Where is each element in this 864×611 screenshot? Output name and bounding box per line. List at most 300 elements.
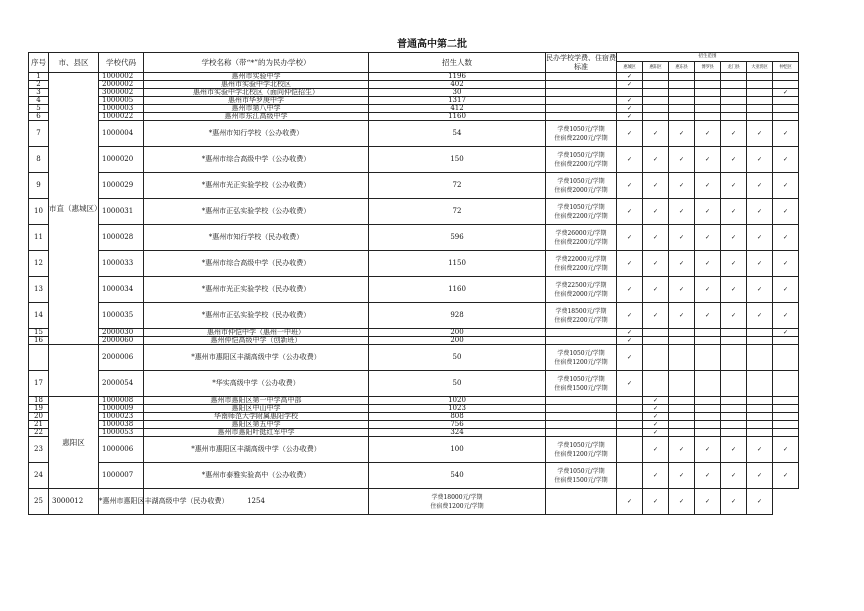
row-check-2 <box>669 437 695 463</box>
row-check-1 <box>643 345 669 371</box>
row-check-2 <box>669 73 695 81</box>
row-check-0 <box>617 421 643 429</box>
row-check-0 <box>617 113 643 121</box>
row-quota: 1317 <box>369 97 546 105</box>
row-check-1 <box>617 489 643 515</box>
row-code: 1000028 <box>99 225 144 251</box>
row-check-6 <box>773 437 799 463</box>
row-school-name: 惠阳区中山中学 <box>144 405 369 413</box>
row-check-4 <box>721 429 747 437</box>
row-seq: 13 <box>29 277 49 303</box>
check-mark-icon: ✓ <box>756 234 763 241</box>
check-mark-icon: ✓ <box>652 312 659 319</box>
row-check-0 <box>617 81 643 89</box>
check-mark-icon: ✓ <box>783 208 789 215</box>
row-school-name: *惠州市光正实验学校（民办收费） <box>144 277 369 303</box>
check-mark-icon: ✓ <box>626 329 633 336</box>
row-check-6 <box>773 371 799 397</box>
row-quota: 54 <box>369 121 546 147</box>
row-school-name: 惠州市实验中学北校区（面向仲恺招生） <box>144 89 369 97</box>
row-school-name: *惠州市知行学校（公办收费） <box>144 121 369 147</box>
check-mark-icon: ✓ <box>626 105 633 112</box>
row-check-3 <box>695 371 721 397</box>
row-check-1 <box>643 371 669 397</box>
row-quota: 30 <box>369 89 546 97</box>
row-seq: 16 <box>29 337 49 345</box>
row-code: 2000030 <box>99 329 144 337</box>
row-check-5 <box>747 329 773 337</box>
row-school-name: 惠州市实验中学 <box>144 73 369 81</box>
row-fee <box>546 173 617 199</box>
row-fee <box>546 463 617 489</box>
check-mark-icon: ✓ <box>626 81 633 88</box>
header-district: 博罗县 <box>695 62 721 73</box>
row-fee <box>546 437 617 463</box>
row-school-name: *惠州市正弘实验学校（公办收费） <box>144 199 369 225</box>
row-fee <box>546 81 617 89</box>
row-quota: 72 <box>369 173 546 199</box>
row-check-5 <box>747 429 773 437</box>
check-mark-icon: ✓ <box>704 130 711 137</box>
row-check-4 <box>721 225 747 251</box>
row-check-6 <box>773 121 799 147</box>
check-mark-icon: ✓ <box>652 472 659 479</box>
fee-line: 住宿费1200元/学期 <box>430 502 484 510</box>
row-seq: 15 <box>29 329 49 337</box>
row-check-2 <box>669 337 695 345</box>
check-mark-icon: ✓ <box>783 286 789 293</box>
row-check-5 <box>747 277 773 303</box>
row-check-0 <box>617 397 643 405</box>
fee-line: 住宿费2200元/学期 <box>554 238 608 246</box>
row-check-3 <box>695 277 721 303</box>
row-check-5 <box>747 147 773 173</box>
check-mark-icon: ✓ <box>652 260 659 267</box>
row-check-0 <box>617 89 643 97</box>
check-mark-icon: ✓ <box>756 130 763 137</box>
check-mark-icon: ✓ <box>704 182 711 189</box>
row-check-3 <box>695 303 721 329</box>
row-check-4 <box>721 397 747 405</box>
row-check-1 <box>643 337 669 345</box>
check-mark-icon: ✓ <box>652 130 659 137</box>
check-mark-icon: ✓ <box>704 472 711 479</box>
row-check-4 <box>721 405 747 413</box>
check-mark-icon: ✓ <box>730 446 737 453</box>
check-mark-icon: ✓ <box>626 312 633 319</box>
fee-line: 学费1050元/学期 <box>557 375 605 383</box>
row-check-2 <box>669 277 695 303</box>
row-quota: 1160 <box>369 277 546 303</box>
row-quota: 402 <box>369 81 546 89</box>
fee-line: 学费18500元/学期 <box>555 307 607 315</box>
check-mark-icon: ✓ <box>678 446 685 453</box>
row-seq: 10 <box>29 199 49 225</box>
check-mark-icon: ✓ <box>652 397 659 404</box>
row-fee <box>546 251 617 277</box>
row-school-name: *惠州市综合高级中学（公办收费） <box>144 147 369 173</box>
row-check-0 <box>617 121 643 147</box>
row-fee <box>546 413 617 421</box>
check-mark-icon: ✓ <box>783 182 789 189</box>
row-check-4 <box>721 345 747 371</box>
row-seq: 23 <box>29 437 49 463</box>
fee-line: 住宿费2200元/学期 <box>554 134 608 142</box>
fee-line: 学费1050元/学期 <box>557 177 605 185</box>
row-check-1 <box>643 463 669 489</box>
row-check-2 <box>669 345 695 371</box>
row-check-1 <box>643 277 669 303</box>
row-quota: 756 <box>369 421 546 429</box>
table-row <box>29 405 799 413</box>
row-fee <box>546 89 617 97</box>
check-mark-icon: ✓ <box>626 354 633 361</box>
row-code: 1000003 <box>99 105 144 113</box>
row-code: 1000034 <box>99 277 144 303</box>
row-check-0 <box>617 429 643 437</box>
row-check-4 <box>721 81 747 89</box>
row-fee <box>546 421 617 429</box>
row-check-1 <box>643 97 669 105</box>
table-row <box>29 97 799 105</box>
row-seq: 3 <box>29 89 49 97</box>
row-check-1 <box>643 113 669 121</box>
check-mark-icon: ✓ <box>626 97 633 104</box>
row-code: 3000012 <box>49 489 99 515</box>
table-row <box>29 303 799 329</box>
region-huiyang: 惠阳区 <box>49 397 99 489</box>
table-row <box>29 413 799 421</box>
check-mark-icon: ✓ <box>704 446 711 453</box>
table-row <box>29 329 799 337</box>
row-check-5 <box>747 113 773 121</box>
row-check-4 <box>721 251 747 277</box>
row-check-4 <box>721 199 747 225</box>
check-mark-icon: ✓ <box>652 286 659 293</box>
row-school-name: *惠州市惠阳区丰湖高级中学（公办收费） <box>144 437 369 463</box>
row-check-0 <box>617 345 643 371</box>
fee-line: 住宿费2200元/学期 <box>554 264 608 272</box>
row-quota: 100 <box>369 437 546 463</box>
header-district: 惠城区 <box>617 62 643 73</box>
fee-line: 学费22000元/学期 <box>555 255 607 263</box>
check-mark-icon: ✓ <box>678 208 685 215</box>
row-quota: 200 <box>369 337 546 345</box>
row-seq: 7 <box>29 121 49 147</box>
row-check-6 <box>773 345 799 371</box>
row-code: 1000009 <box>99 405 144 413</box>
check-mark-icon: ✓ <box>626 286 633 293</box>
row-fee <box>369 489 546 515</box>
row-fee <box>546 329 617 337</box>
row-check-6 <box>747 489 773 515</box>
row-check-0 <box>617 225 643 251</box>
row-check-5 <box>747 81 773 89</box>
row-check-3 <box>695 113 721 121</box>
row-check-3 <box>695 97 721 105</box>
row-school-name: 惠州市东江高级中学 <box>144 113 369 121</box>
row-check-6 <box>773 329 799 337</box>
header-district: 大亚湾区 <box>747 62 773 73</box>
row-code: 1000002 <box>99 73 144 81</box>
region-shizhi: 市直（惠城区） <box>49 73 99 345</box>
row-check-6 <box>773 105 799 113</box>
check-mark-icon: ✓ <box>626 130 633 137</box>
row-check-4 <box>721 413 747 421</box>
row-check-3 <box>695 121 721 147</box>
fee-line: 住宿费2200元/学期 <box>554 160 608 168</box>
row-fee <box>546 345 617 371</box>
row-fee <box>546 225 617 251</box>
row-code: 3000002 <box>99 89 144 97</box>
row-check-2 <box>669 113 695 121</box>
row-quota: 1254 <box>144 489 369 515</box>
row-check-4 <box>721 329 747 337</box>
row-code: 1000022 <box>99 113 144 121</box>
table-row <box>29 225 799 251</box>
header-row <box>29 53 799 62</box>
header-district: 惠阳区 <box>643 62 669 73</box>
row-check-6 <box>773 397 799 405</box>
row-check-1 <box>643 251 669 277</box>
row-check-4 <box>721 89 747 97</box>
row-check-3 <box>695 89 721 97</box>
row-quota: 540 <box>369 463 546 489</box>
row-check-3 <box>695 397 721 405</box>
row-code: 1000029 <box>99 173 144 199</box>
row-quota: 808 <box>369 413 546 421</box>
row-quota: 1020 <box>369 397 546 405</box>
table-row <box>29 105 799 113</box>
row-check-0 <box>617 405 643 413</box>
check-mark-icon: ✓ <box>704 286 711 293</box>
row-quota: 1150 <box>369 251 546 277</box>
row-check-2 <box>669 463 695 489</box>
row-check-6 <box>773 251 799 277</box>
fee-line: 学费1050元/学期 <box>557 203 605 211</box>
row-seq: 20 <box>29 413 49 421</box>
row-check-2 <box>669 147 695 173</box>
check-mark-icon: ✓ <box>678 498 685 505</box>
row-check-3 <box>695 251 721 277</box>
row-check-5 <box>747 73 773 81</box>
check-mark-icon: ✓ <box>730 156 737 163</box>
page-title: 普通高中第二批 <box>397 39 467 50</box>
row-check-6 <box>773 173 799 199</box>
check-mark-icon: ✓ <box>652 421 659 428</box>
check-mark-icon: ✓ <box>704 260 711 267</box>
row-check-5 <box>747 405 773 413</box>
table-row <box>29 277 799 303</box>
row-seq: 6 <box>29 113 49 121</box>
row-check-5 <box>747 413 773 421</box>
row-check-0 <box>617 413 643 421</box>
fee-line: 住宿费2200元/学期 <box>554 316 608 324</box>
table-row <box>29 89 799 97</box>
table-row <box>29 147 799 173</box>
row-check-1 <box>643 81 669 89</box>
table-row <box>29 337 799 345</box>
check-mark-icon: ✓ <box>626 156 633 163</box>
check-mark-icon: ✓ <box>783 260 789 267</box>
check-mark-icon: ✓ <box>626 208 633 215</box>
check-mark-icon: ✓ <box>783 130 789 137</box>
row-school-name: 华南师范大学附属惠阳学校 <box>144 413 369 421</box>
fee-line: 学费22500元/学期 <box>555 281 607 289</box>
row-check-2 <box>669 429 695 437</box>
check-mark-icon: ✓ <box>678 260 685 267</box>
row-code: 2000006 <box>99 345 144 371</box>
row-check-4 <box>721 97 747 105</box>
row-seq: 9 <box>29 173 49 199</box>
row-check-1 <box>643 303 669 329</box>
row-check-4 <box>721 121 747 147</box>
admission-table <box>28 52 799 515</box>
check-mark-icon: ✓ <box>756 260 763 267</box>
row-check-1 <box>643 329 669 337</box>
row-check-4 <box>721 421 747 429</box>
row-check-1 <box>643 73 669 81</box>
row-check-1 <box>643 199 669 225</box>
row-check-5 <box>747 463 773 489</box>
row-fee <box>546 277 617 303</box>
row-check-2 <box>669 251 695 277</box>
row-check-2 <box>669 97 695 105</box>
row-check-3 <box>695 421 721 429</box>
fee-line: 住宿费1500元/学期 <box>554 384 608 392</box>
row-check-0 <box>617 371 643 397</box>
row-check-5 <box>747 303 773 329</box>
row-code: 1000007 <box>99 463 144 489</box>
check-mark-icon: ✓ <box>783 472 789 479</box>
row-check-4 <box>721 73 747 81</box>
row-code: 1000005 <box>99 97 144 105</box>
row-check-6 <box>773 97 799 105</box>
row-fee <box>546 121 617 147</box>
row-check-0 <box>617 199 643 225</box>
fee-line: 住宿费1200元/学期 <box>554 450 608 458</box>
check-mark-icon: ✓ <box>652 234 659 241</box>
row-check-5 <box>747 89 773 97</box>
row-school-name: 惠州市华罗庚中学 <box>144 97 369 105</box>
check-mark-icon: ✓ <box>678 182 685 189</box>
check-mark-icon: ✓ <box>678 312 685 319</box>
row-check-5 <box>721 489 747 515</box>
row-check-3 <box>695 199 721 225</box>
row-school-name: 惠州市实验中学北校区 <box>144 81 369 89</box>
header-fee: 民办学校学费、住宿费标准 <box>546 53 616 71</box>
row-check-6 <box>773 429 799 437</box>
check-mark-icon: ✓ <box>783 312 789 319</box>
fee-line: 学费1050元/学期 <box>557 467 605 475</box>
check-mark-icon: ✓ <box>730 312 737 319</box>
row-fee <box>546 371 617 397</box>
fee-line: 学费18000元/学期 <box>431 493 483 501</box>
fee-line: 住宿费1200元/学期 <box>554 358 608 366</box>
fee-line: 学费1050元/学期 <box>557 151 605 159</box>
fee-line: 学费1050元/学期 <box>557 125 605 133</box>
check-mark-icon: ✓ <box>704 312 711 319</box>
check-mark-icon: ✓ <box>652 429 659 436</box>
row-check-2 <box>669 413 695 421</box>
row-code: 1000023 <box>99 413 144 421</box>
row-code: 2000060 <box>99 337 144 345</box>
row-check-6 <box>773 413 799 421</box>
row-check-3 <box>695 405 721 413</box>
row-check-6 <box>773 199 799 225</box>
row-school-name: 惠州市惠阳叶挺红军中学 <box>144 429 369 437</box>
row-quota: 1023 <box>369 405 546 413</box>
check-mark-icon: ✓ <box>756 182 763 189</box>
check-mark-icon: ✓ <box>730 130 737 137</box>
fee-line: 学费26000元/学期 <box>555 229 607 237</box>
fee-line: 学费1050元/学期 <box>557 441 605 449</box>
check-mark-icon: ✓ <box>704 208 711 215</box>
row-check-1 <box>643 89 669 97</box>
row-check-0 <box>617 251 643 277</box>
row-check-2 <box>669 329 695 337</box>
row-check-4 <box>695 489 721 515</box>
row-check-6 <box>773 405 799 413</box>
check-mark-icon: ✓ <box>730 498 737 505</box>
row-school-name: 惠州市第八中学 <box>144 105 369 113</box>
row-seq: 17 <box>29 371 49 397</box>
row-check-0 <box>617 173 643 199</box>
row-check-4 <box>721 105 747 113</box>
row-check-4 <box>721 437 747 463</box>
row-check-4 <box>721 113 747 121</box>
row-quota: 1196 <box>369 73 546 81</box>
row-check-0 <box>617 463 643 489</box>
row-check-2 <box>669 105 695 113</box>
row-check-5 <box>747 337 773 345</box>
row-check-4 <box>721 277 747 303</box>
row-fee <box>546 337 617 345</box>
row-school-name: *惠州市综合高级中学（民办收费） <box>144 251 369 277</box>
row-check-4 <box>721 147 747 173</box>
check-mark-icon: ✓ <box>652 182 659 189</box>
row-check-3 <box>695 413 721 421</box>
row-check-3 <box>695 345 721 371</box>
check-mark-icon: ✓ <box>652 446 659 453</box>
row-school-name: *惠州市惠阳区丰湖高级中学（公办收费） <box>144 345 369 371</box>
row-fee <box>546 113 617 121</box>
check-mark-icon: ✓ <box>626 113 633 120</box>
row-check-2 <box>669 397 695 405</box>
row-seq: 24 <box>29 463 49 489</box>
row-code: 1000006 <box>99 437 144 463</box>
row-fee <box>546 303 617 329</box>
check-mark-icon: ✓ <box>652 208 659 215</box>
table-row <box>29 113 799 121</box>
row-check-6 <box>773 147 799 173</box>
row-seq: 21 <box>29 421 49 429</box>
row-check-5 <box>747 397 773 405</box>
table-body <box>29 73 799 515</box>
row-code: 1000004 <box>99 121 144 147</box>
row-check-5 <box>747 437 773 463</box>
row-check-3 <box>695 337 721 345</box>
row-check-2 <box>669 89 695 97</box>
row-seq: 19 <box>29 405 49 413</box>
check-mark-icon: ✓ <box>756 208 763 215</box>
row-check-1 <box>643 105 669 113</box>
row-school-name: *惠州市光正实验学校（公办收费） <box>144 173 369 199</box>
row-seq: 4 <box>29 97 49 105</box>
row-fee <box>546 199 617 225</box>
row-seq <box>29 345 49 371</box>
row-check-2 <box>669 225 695 251</box>
